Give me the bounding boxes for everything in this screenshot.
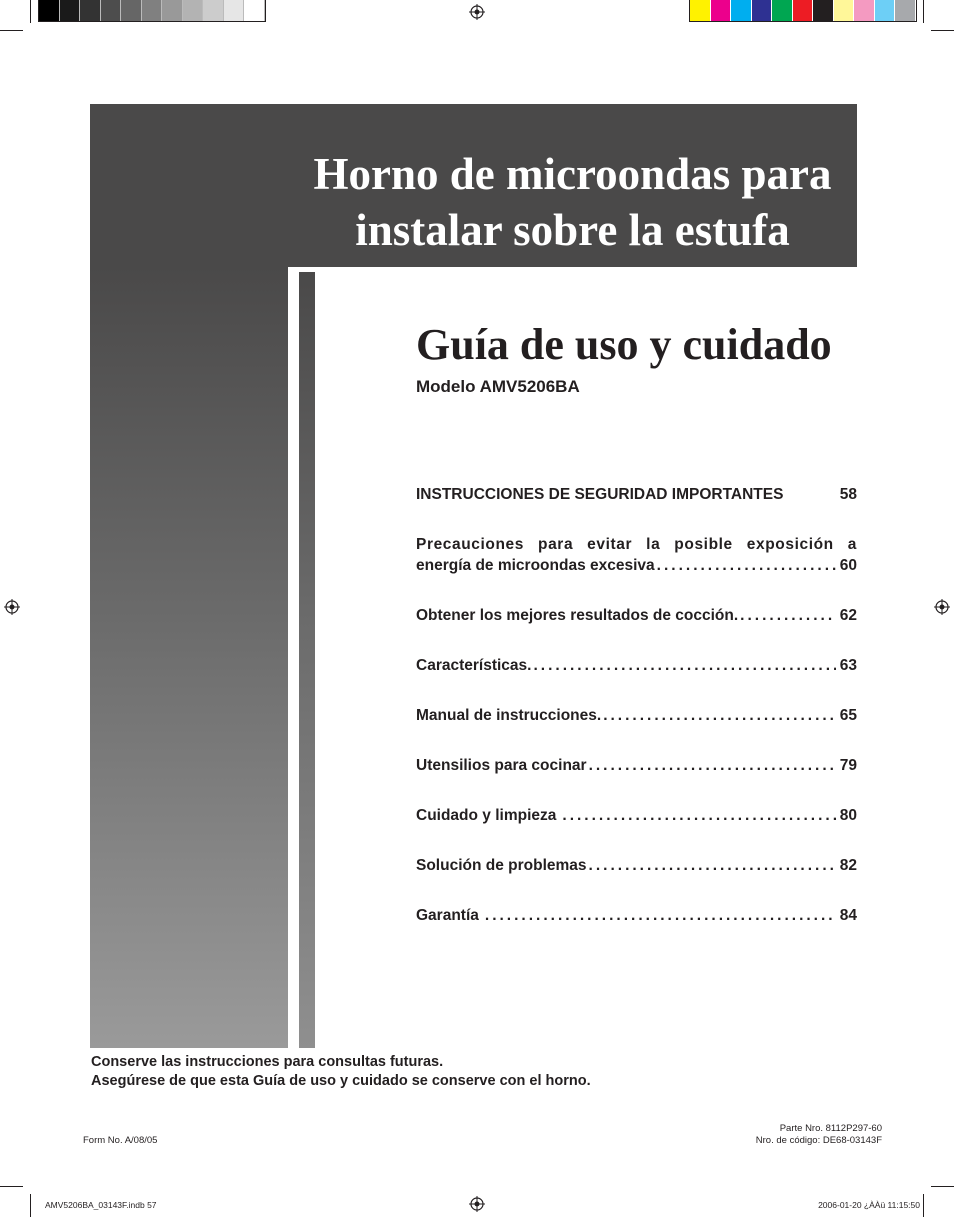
toc-entry[interactable]	[416, 655, 857, 676]
cover-title	[288, 146, 857, 258]
color-swatch	[875, 0, 896, 21]
registration-mark-icon	[934, 599, 950, 615]
toc-entry-label: Utensilios para cocinar	[416, 757, 587, 774]
crop-mark	[923, 0, 924, 23]
toc-entry[interactable]	[416, 755, 857, 776]
toc-entry[interactable]	[416, 705, 857, 726]
crop-mark	[923, 1194, 924, 1217]
toc-entry-page: 80	[839, 807, 857, 824]
retention-note	[91, 1053, 591, 1091]
toc-entry[interactable]	[416, 855, 857, 876]
color-swatch	[752, 0, 773, 21]
toc-entry-label: Garantía	[416, 907, 479, 924]
toc-entry-label: INSTRUCCIONES DE SEGURIDAD IMPORTANTES	[416, 486, 784, 503]
color-swatch	[895, 0, 916, 21]
toc-entry-label: Precauciones para evitar la posible exposición a	[416, 536, 857, 553]
code-number: Nro. de código: DE68-03143F	[755, 1135, 882, 1146]
toc-entry[interactable]	[416, 905, 857, 926]
gray-swatch	[183, 0, 204, 21]
color-swatch	[854, 0, 875, 21]
color-swatch	[793, 0, 814, 21]
cover-title-line: Horno de microondas para	[313, 149, 832, 199]
toc-entry-page: 82	[839, 857, 857, 874]
gray-swatch	[203, 0, 224, 21]
toc-entry-page: 58	[839, 486, 857, 503]
toc-entry-label: energía de microondas excesiva	[416, 557, 655, 574]
gray-swatch	[142, 0, 163, 21]
guide-title: Guía de uso y cuidado	[416, 320, 832, 369]
registration-mark-icon	[469, 4, 485, 20]
gray-swatch	[101, 0, 122, 21]
retention-note-line: Asegúrese de que esta Guía de uso y cuidado se conserve con el horno.	[91, 1073, 591, 1089]
crop-mark	[30, 0, 31, 23]
crop-mark	[931, 30, 954, 31]
gradient-divider-bar	[299, 272, 315, 1048]
toc-entry-page: 84	[839, 907, 857, 924]
file-slug: AMV5206BA_03143F.indb 57	[45, 1200, 157, 1210]
toc-entry-page: 62	[839, 607, 857, 624]
color-swatch	[834, 0, 855, 21]
gray-swatch	[39, 0, 60, 21]
toc-entry-label: Manual de instrucciones.	[416, 707, 602, 724]
color-swatch	[772, 0, 793, 21]
crop-mark	[0, 1186, 23, 1187]
cover-title-line: instalar sobre la estufa	[355, 205, 790, 255]
toc-entry[interactable]	[416, 484, 857, 505]
toc-entry-label: Obtener los mejores resultados de cocción.	[416, 607, 739, 624]
color-swatch	[690, 0, 711, 21]
registration-mark-icon	[469, 1196, 485, 1212]
toc-entry-page: 60	[839, 557, 857, 574]
toc-entry-label: Solución de problemas	[416, 857, 587, 874]
toc-entry-page: 65	[839, 707, 857, 724]
color-swatch	[731, 0, 752, 21]
part-number: Parte Nro. 8112P297-60	[779, 1123, 882, 1134]
grayscale-calibration-bar	[38, 0, 266, 22]
color-swatch	[813, 0, 834, 21]
print-timestamp: 2006-01-20 ¿ÀÀü 11:15:50	[818, 1200, 920, 1210]
registration-mark-icon	[4, 599, 20, 615]
color-calibration-bar	[689, 0, 917, 22]
toc-entry[interactable]	[416, 534, 857, 576]
gradient-sidebar	[90, 267, 288, 1048]
gray-swatch	[60, 0, 81, 21]
toc-entry[interactable]	[416, 605, 857, 626]
toc-entry-label: Características.	[416, 657, 532, 674]
crop-mark	[0, 30, 23, 31]
toc-entry-page: 79	[839, 757, 857, 774]
gray-swatch	[80, 0, 101, 21]
toc-entry[interactable]	[416, 805, 857, 826]
form-number: Form No. A/08/05	[83, 1135, 158, 1146]
color-swatch	[711, 0, 732, 21]
gray-swatch	[244, 0, 265, 21]
gray-swatch	[162, 0, 183, 21]
model-number: Modelo AMV5206BA	[416, 377, 580, 396]
crop-mark	[931, 1186, 954, 1187]
gray-swatch	[121, 0, 142, 21]
retention-note-line: Conserve las instrucciones para consultas futuras.	[91, 1054, 444, 1070]
toc-entry-page: 63	[839, 657, 857, 674]
gray-swatch	[224, 0, 245, 21]
crop-mark	[30, 1194, 31, 1217]
toc-entry-label: Cuidado y limpieza	[416, 807, 557, 824]
